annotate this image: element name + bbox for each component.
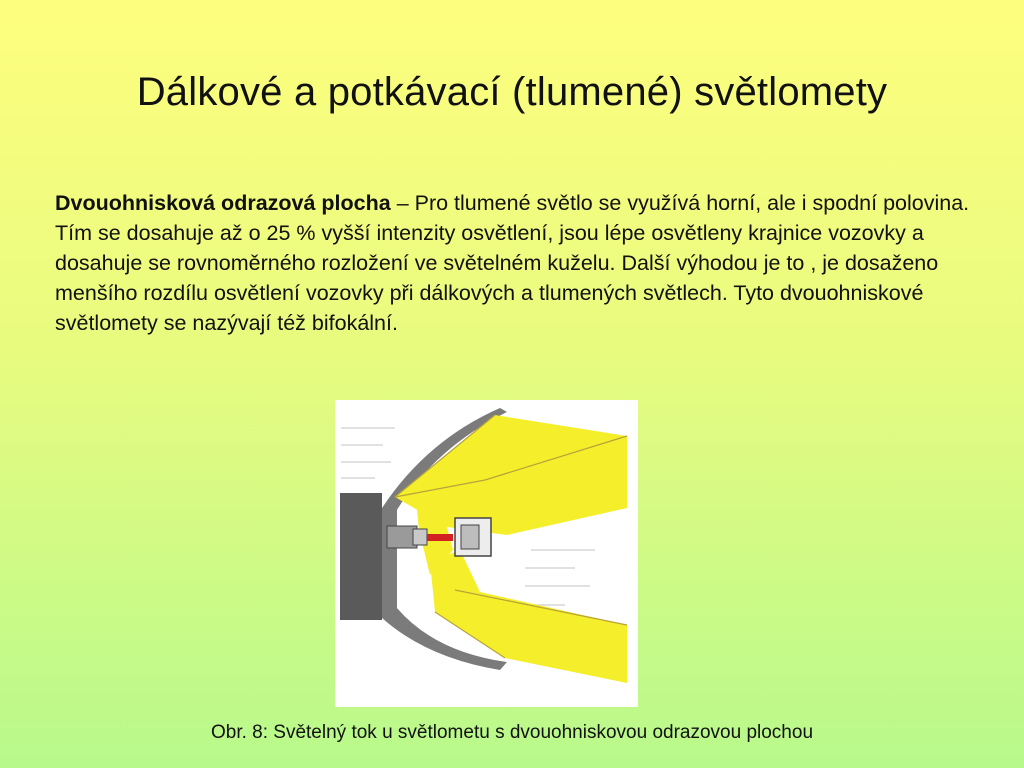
- bulb-base: [413, 529, 427, 545]
- paragraph-text: – Pro tlumené světlo se využívá horní, ale i spodní polovina. Tím se dosahuje až o 25 % vyšší intenzity osvětlení, jsou lépe osvětleny krajnice vozovky a dosahuje se rovnoměrného rozložení ve světelném kuželu. Další výhodou je to , je dosaženo menšího rozdílu osvětlení vozovky při dálkových a tlumených světlech. Tyto dvouohniskové světlomety se nazývají též bifokální.: [55, 191, 970, 335]
- headlight-diagram: [335, 400, 638, 707]
- lower-light-beam: [430, 550, 627, 683]
- headlight-diagram-svg: [335, 400, 638, 707]
- figure-caption: Obr. 8: Světelný tok u světlometu s dvouohniskovou odrazovou plochou: [210, 722, 814, 743]
- term-heading: Dvouohnisková odrazová plocha: [55, 191, 391, 215]
- bulb-shield-inner: [461, 525, 479, 549]
- body-paragraph: [55, 188, 970, 338]
- lamp-housing: [340, 493, 382, 620]
- slide-title: Dálkové a potkávací (tlumené) světlomety: [136, 70, 888, 114]
- filament: [427, 534, 453, 541]
